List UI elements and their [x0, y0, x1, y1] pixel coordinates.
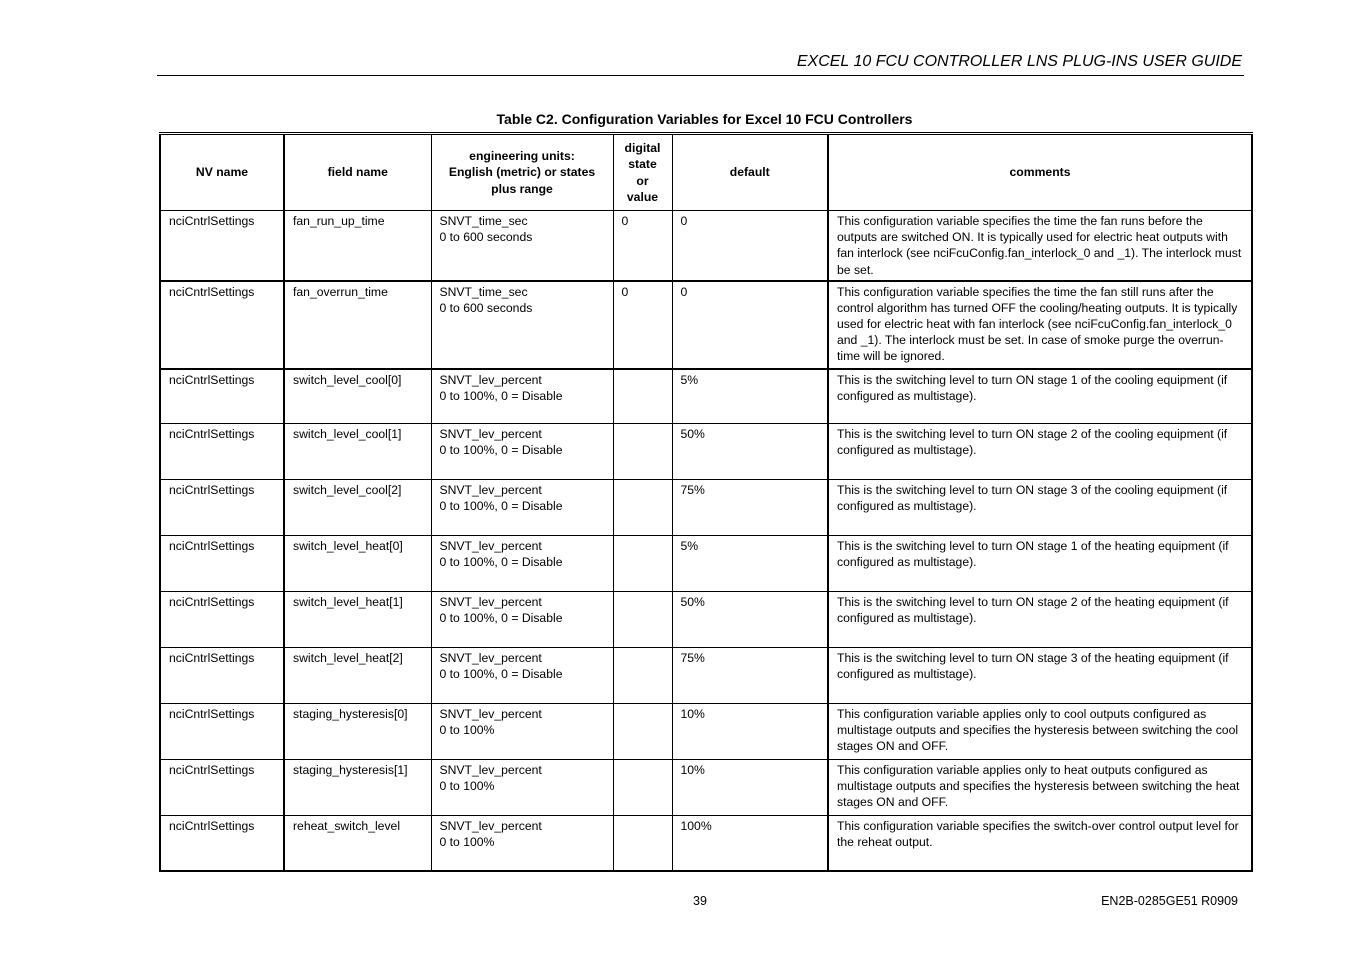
table-row [160, 592, 1252, 648]
col-header-default: default [672, 134, 828, 211]
eng-units-line: engineering units: [469, 149, 575, 164]
cell-nv-name: nciCntrlSettings [160, 536, 284, 592]
units-range: 0 to 600 seconds [439, 230, 533, 245]
col-header-field-name: field name [284, 134, 431, 211]
table-caption: Table C2. Configuration Variables for Excel 10 FCU Controllers [496, 111, 913, 127]
cell-nv-name: nciCntrlSettings [160, 424, 284, 480]
eng-units-line: plus range [491, 181, 553, 196]
cell-comment: This configuration variable specifies the switch-over control output level for the reheat output. [828, 816, 1252, 871]
units-type: SNVT_lev_percent [439, 539, 542, 553]
cell-default: 50% [672, 424, 828, 480]
table-row [160, 281, 1252, 369]
units-range: 0 to 100%, 0 = Disable [439, 555, 563, 570]
cell-nv-name: nciCntrlSettings [160, 760, 284, 816]
cell-nv-name: nciCntrlSettings [160, 816, 284, 871]
cell-digital [613, 369, 672, 424]
cell-digital [613, 704, 672, 760]
cell-units [431, 424, 613, 480]
cell-nv-name: nciCntrlSettings [160, 369, 284, 424]
table-row [160, 424, 1252, 480]
cell-default: 10% [672, 760, 828, 816]
page-number: 39 [693, 894, 707, 908]
cell-field-name: fan_overrun_time [284, 281, 431, 369]
cell-field-name: staging_hysteresis[1] [284, 760, 431, 816]
col-header-engineering-units [431, 134, 613, 211]
digital-line: or [636, 173, 649, 188]
header-rule [157, 75, 1244, 76]
cell-units [431, 480, 613, 536]
table-row [160, 704, 1252, 760]
units-range: 0 to 600 seconds [439, 300, 533, 315]
cell-comment: This is the switching level to turn ON stage 1 of the cooling equipment (if configured as multistage). [828, 369, 1252, 424]
cell-digital [613, 760, 672, 816]
table-row [160, 760, 1252, 816]
units-type: SNVT_lev_percent [439, 427, 542, 441]
units-range: 0 to 100% [439, 835, 495, 850]
table-row [160, 816, 1252, 871]
units-type: SNVT_lev_percent [439, 707, 542, 721]
table-header-row [160, 134, 1252, 211]
cell-comment: This configuration variable specifies the time the fan runs before the outputs are switched ON. It is typically used for electric heat outputs with fan interlock (see nciFcuConfig.fan_interlock_0 and _1). The interlock must be set. [828, 211, 1252, 281]
cell-field-name: switch_level_cool[0] [284, 369, 431, 424]
cell-default: 10% [672, 704, 828, 760]
cell-default: 75% [672, 648, 828, 704]
cell-digital [613, 592, 672, 648]
digital-line: digital [624, 141, 661, 156]
cell-units [431, 760, 613, 816]
units-range: 0 to 100%, 0 = Disable [439, 667, 563, 682]
cell-comment: This configuration variable applies only to cool outputs configured as multistage outputs and specifies the hysteresis between switching the cool stages ON and OFF. [828, 704, 1252, 760]
cell-field-name: fan_run_up_time [284, 211, 431, 281]
cell-comment: This configuration variable specifies the time the fan still runs after the control algorithm has turned OFF the cooling/heating outputs. It is typically used for electric heat with fan interlock (see nciFcuConfig.fan_interlock_0 and _1). The interlock must be set. In case of smoke purge the overrun-time will be ignored. [828, 281, 1252, 369]
cell-digital [613, 816, 672, 871]
table-row [160, 480, 1252, 536]
units-type: SNVT_lev_percent [439, 372, 542, 387]
cell-comment: This is the switching level to turn ON stage 3 of the cooling equipment (if configured as multistage). [828, 480, 1252, 536]
cell-nv-name: nciCntrlSettings [160, 704, 284, 760]
cell-default: 0 [672, 211, 828, 281]
cell-units [431, 704, 613, 760]
units-type: SNVT_lev_percent [439, 763, 542, 777]
units-range: 0 to 100% [439, 779, 495, 794]
cell-digital: 0 [613, 211, 672, 281]
units-range: 0 to 100%, 0 = Disable [439, 388, 563, 403]
cell-digital: 0 [613, 281, 672, 369]
eng-units-line: English (metric) or states [448, 165, 596, 180]
cell-comment: This is the switching level to turn ON stage 2 of the cooling equipment (if configured as multistage). [828, 424, 1252, 480]
cell-default: 50% [672, 592, 828, 648]
cell-nv-name: nciCntrlSettings [160, 648, 284, 704]
table-row [160, 211, 1252, 281]
units-range: 0 to 100% [439, 723, 495, 738]
config-variables-table [159, 132, 1253, 872]
cell-digital [613, 648, 672, 704]
cell-digital [613, 536, 672, 592]
cell-field-name: switch_level_heat[1] [284, 592, 431, 648]
units-type: SNVT_lev_percent [439, 595, 542, 609]
cell-default: 5% [672, 369, 828, 424]
cell-field-name: reheat_switch_level [284, 816, 431, 871]
cell-nv-name: nciCntrlSettings [160, 281, 284, 369]
cell-units [431, 648, 613, 704]
cell-comment: This configuration variable applies only to heat outputs configured as multistage outputs and specifies the hysteresis between switching the heat stages ON and OFF. [828, 760, 1252, 816]
cell-comment: This is the switching level to turn ON stage 1 of the heating equipment (if configured as multistage). [828, 536, 1252, 592]
col-header-comments: comments [828, 134, 1252, 211]
cell-comment: This is the switching level to turn ON stage 2 of the heating equipment (if configured as multistage). [828, 592, 1252, 648]
cell-units [431, 281, 613, 369]
cell-field-name: switch_level_cool[2] [284, 480, 431, 536]
cell-field-name: switch_level_heat[0] [284, 536, 431, 592]
cell-default: 75% [672, 480, 828, 536]
cell-default: 5% [672, 536, 828, 592]
cell-units [431, 592, 613, 648]
cell-digital [613, 480, 672, 536]
cell-comment: This is the switching level to turn ON stage 3 of the heating equipment (if configured as multistage). [828, 648, 1252, 704]
cell-units [431, 816, 613, 871]
col-header-nv-name: NV name [160, 134, 284, 211]
cell-field-name: switch_level_heat[2] [284, 648, 431, 704]
digital-line: value [626, 189, 659, 204]
units-type: SNVT_time_sec [439, 214, 528, 228]
cell-units [431, 536, 613, 592]
units-range: 0 to 100%, 0 = Disable [439, 443, 563, 458]
cell-field-name: switch_level_cool[1] [284, 424, 431, 480]
document-code: EN2B-0285GE51 R0909 [1101, 894, 1238, 908]
units-type: SNVT_lev_percent [439, 651, 542, 665]
units-range: 0 to 100%, 0 = Disable [439, 499, 563, 514]
cell-digital [613, 424, 672, 480]
table-row [160, 648, 1252, 704]
running-header-title: EXCEL 10 FCU CONTROLLER LNS PLUG-INS USER GUIDE [796, 53, 1242, 70]
units-type: SNVT_lev_percent [439, 483, 542, 497]
cell-field-name: staging_hysteresis[0] [284, 704, 431, 760]
cell-units [431, 211, 613, 281]
cell-nv-name: nciCntrlSettings [160, 480, 284, 536]
cell-nv-name: nciCntrlSettings [160, 211, 284, 281]
table-row [160, 369, 1252, 424]
col-header-digital-state [613, 134, 672, 211]
cell-nv-name: nciCntrlSettings [160, 592, 284, 648]
digital-line: state [628, 157, 657, 172]
units-type: SNVT_time_sec [439, 284, 528, 299]
units-range: 0 to 100%, 0 = Disable [439, 611, 563, 626]
table-row [160, 536, 1252, 592]
units-type: SNVT_lev_percent [439, 819, 542, 833]
cell-default: 100% [672, 816, 828, 871]
cell-units [431, 369, 613, 424]
cell-default: 0 [672, 281, 828, 369]
